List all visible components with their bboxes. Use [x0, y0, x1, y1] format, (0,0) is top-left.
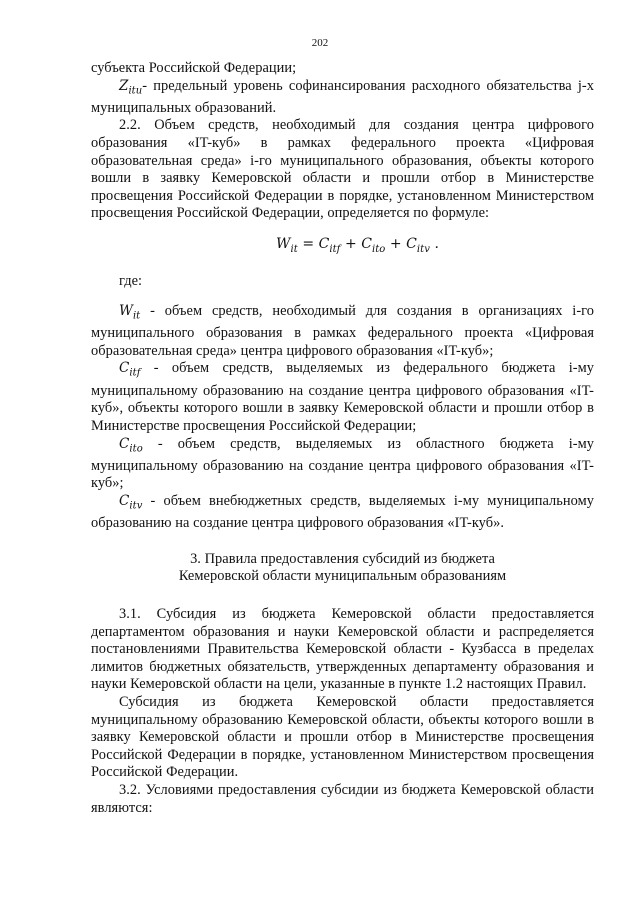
paragraph-continuation: субъекта Российской Федерации;: [91, 60, 297, 76]
section-heading-line-2: Кемеровской области муниципальным образованиям: [178, 568, 507, 585]
paragraph-2-2: 2.2. Объем средств, необходимый для создания центра цифрового образования «IT-куб» в рамках федерального проекта «Цифровая образовательная среда» i-го муниципального образования, объекты которого вошли в заявку Кемеровской области и прошли отбор в Министерстве просвещения Российской Федерации в порядке, установленном Министерством просвещения Российской Федерации, определяется по формуле:: [91, 117, 594, 222]
formula: $W_{it} = C_{itf} + C_{ito} + C_{itv}$ .: [276, 236, 439, 255]
definition-c-itf: $C_{itf}$ - объем средств, выделяемых из федерального бюджета i-му муниципальному образованию на создание центра цифрового образования «IT-куб», объекты которого вошли в заявку Кемеровской области и прошли отбор в Министерстве просвещения Российской Федерации;: [91, 360, 594, 434]
where-label: где:: [119, 273, 143, 290]
page-number: 202: [311, 37, 329, 49]
symbol-c-itf: $C_{itf}$: [119, 360, 141, 380]
paragraph-subsidy: Субсидия из бюджета Кемеровской области предоставляется муниципальному образованию Кемеровской области, объекты которого вошли в заявку Кемеровской области и прошли отбор в Министерстве просвещения Российской Федерации в порядке, установленном Министерством просвещения Российской Федерации.: [91, 694, 594, 781]
symbol-c-itv: $C_{itv}$: [119, 493, 143, 512]
document-body: [91, 60, 594, 817]
definition-c-ito: $C_{ito}$ - объем средств, выделяемых из областного бюджета i-му муниципальному образованию на создание центра цифрового образования «IT-куб»;: [91, 435, 594, 492]
definition-c-itv: $C_{itv}$ - объем внебюджетных средств, выделяемых i-му муниципальному образованию на создание центра цифрового образования «IT-куб».: [91, 493, 594, 532]
paragraph-3-1: 3.1. Субсидия из бюджета Кемеровской области предоставляется департаментом образования и науки Кемеровской области и распределяется постановлениями Правительства Кемеровской области - Кузбасса в пределах лимитов бюджетных обязательств, утвержденных департаменту образования и науки Кемеровской области на цели, указанные в пункте 1.2 настоящих Правил.: [91, 606, 594, 693]
definition-z: $Z_{itu}-$ предельный уровень софинансирования расходного обязательства j-х муниципальных образований.: [91, 77, 594, 116]
section-heading-line-1: 3. Правила предоставления субсидий из бюджета: [190, 550, 495, 567]
symbol-w: $W_{it}$: [119, 303, 141, 322]
section-heading: [91, 551, 594, 586]
definition-w: $W_{it}$ - объем средств, необходимый для создания в организациях i-го муниципального образования в рамках федерального проекта «Цифровая образовательная среда» центра цифрового образования «IT-куб»;: [91, 303, 594, 359]
symbol-z: $Z_{itu}$: [119, 77, 143, 97]
symbol-c-ito: $C_{ito}$: [119, 435, 143, 455]
paragraph-3-2: 3.2. Условиями предоставления субсидии из бюджета Кемеровской области являются:: [91, 782, 594, 816]
